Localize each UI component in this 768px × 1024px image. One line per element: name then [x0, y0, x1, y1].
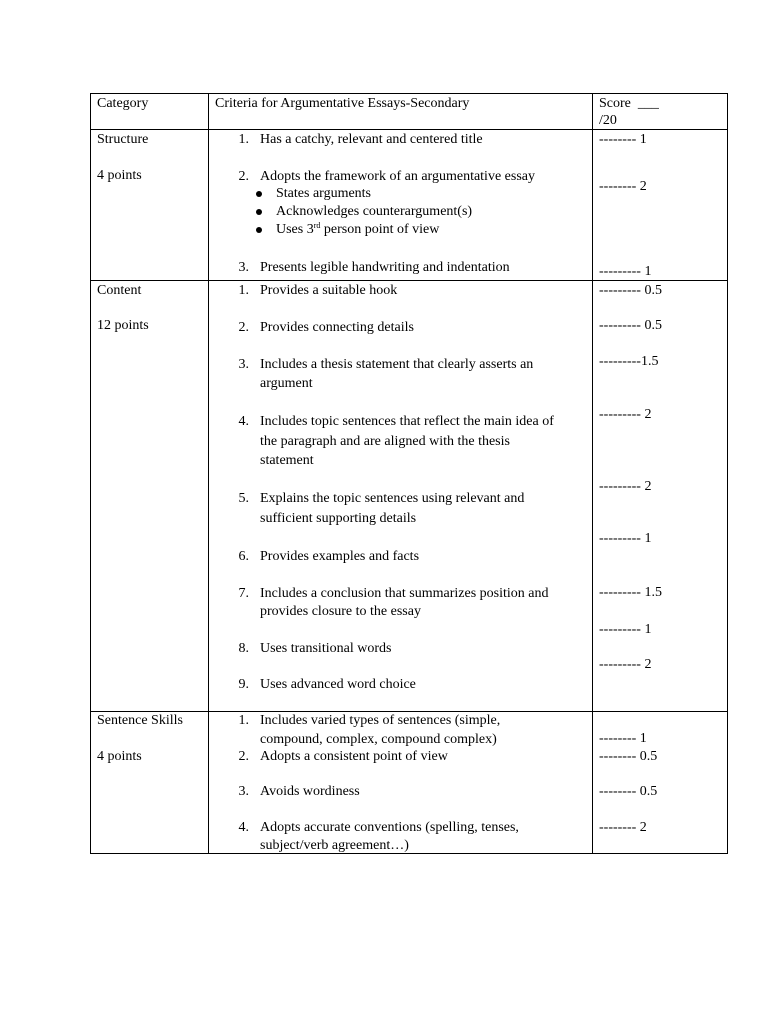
- criterion-score: -------- 1: [599, 731, 647, 746]
- category-label: Content: [97, 283, 142, 298]
- criterion-score: --------- 1: [599, 264, 652, 279]
- criterion-text: sufficient supporting details: [260, 511, 417, 526]
- criterion-text: Explains the topic sentences using relevant and: [260, 491, 525, 506]
- header-criteria: Criteria for Argumentative Essays-Secondary: [215, 96, 470, 111]
- criterion-score: -------- 0.5: [599, 784, 658, 799]
- item-number: 9.: [238, 677, 249, 692]
- criterion-text: the paragraph and are aligned with the thesis: [260, 434, 510, 449]
- criterion-text: Includes a conclusion that summarizes position and: [260, 586, 549, 601]
- item-number: 2.: [238, 749, 249, 764]
- criterion-score: --------- 2: [599, 657, 652, 672]
- criterion-text: argument: [260, 376, 313, 391]
- criterion-text: statement: [260, 453, 314, 468]
- criterion-score: --------- 0.5: [599, 318, 662, 333]
- criterion-text: Includes topic sentences that reflect the main idea of: [260, 414, 554, 429]
- criterion-score: --------- 1.5: [599, 585, 662, 600]
- item-number: 4.: [238, 820, 249, 835]
- criterion-score: --------- 0.5: [599, 283, 662, 298]
- criterion-score: --------- 2: [599, 407, 652, 422]
- criterion-score: -------- 1: [599, 132, 647, 147]
- criterion-score: -------- 2: [599, 179, 647, 194]
- item-number: 2.: [238, 320, 249, 335]
- rubric-table: [90, 93, 728, 854]
- header-category: Category: [97, 96, 149, 111]
- row-divider: [91, 129, 727, 130]
- criterion-text: Adopts accurate conventions (spelling, tenses,: [260, 820, 519, 835]
- criterion-score: ---------1.5: [599, 354, 659, 369]
- item-number: 3.: [238, 357, 249, 372]
- item-number: 5.: [238, 491, 249, 506]
- header-score: Score ___: [599, 96, 659, 111]
- bullet-icon: [256, 191, 262, 197]
- criterion-text: Adopts a consistent point of view: [260, 749, 448, 764]
- item-number: 7.: [238, 586, 249, 601]
- criterion-score: --------- 1: [599, 531, 652, 546]
- category-points: 4 points: [97, 749, 142, 764]
- sub-criterion-text: Uses 3rd person point of view: [276, 221, 440, 237]
- criterion-text: Provides connecting details: [260, 320, 414, 335]
- criterion-text: Includes a thesis statement that clearly asserts an: [260, 357, 534, 372]
- item-number: 2.: [238, 169, 249, 184]
- category-label: Sentence Skills: [97, 713, 183, 728]
- category-points: 12 points: [97, 318, 149, 333]
- criterion-score: -------- 2: [599, 820, 647, 835]
- criterion-text: Includes varied types of sentences (simple,: [260, 713, 501, 728]
- item-number: 6.: [238, 549, 249, 564]
- item-number: 4.: [238, 414, 249, 429]
- criterion-score: --------- 1: [599, 622, 652, 637]
- criterion-text: Avoids wordiness: [260, 784, 360, 799]
- criterion-text: subject/verb agreement…): [260, 838, 409, 853]
- bullet-icon: [256, 227, 262, 233]
- category-label: Structure: [97, 132, 149, 147]
- item-number: 1.: [238, 132, 249, 147]
- criterion-text: Provides a suitable hook: [260, 283, 398, 298]
- category-points: 4 points: [97, 168, 142, 183]
- sub-criterion-text: States arguments: [276, 186, 372, 201]
- item-number: 8.: [238, 641, 249, 656]
- criterion-text: Has a catchy, relevant and centered title: [260, 132, 483, 147]
- column-divider: [592, 94, 593, 853]
- criterion-score: -------- 0.5: [599, 749, 658, 764]
- item-number: 1.: [238, 713, 249, 728]
- criterion-text: Adopts the framework of an argumentative essay: [260, 169, 535, 184]
- bullet-icon: [256, 209, 262, 215]
- criterion-text: Uses advanced word choice: [260, 677, 416, 692]
- column-divider: [208, 94, 209, 853]
- sub-criterion-text: Acknowledges counterargument(s): [276, 204, 473, 219]
- criterion-text: Uses transitional words: [260, 641, 392, 656]
- item-number: 1.: [238, 283, 249, 298]
- item-number: 3.: [238, 260, 249, 275]
- criterion-text: Presents legible handwriting and indentation: [260, 260, 510, 275]
- criterion-text: compound, complex, compound complex): [260, 732, 497, 747]
- criterion-text: provides closure to the essay: [260, 604, 421, 619]
- item-number: 3.: [238, 784, 249, 799]
- criterion-text: Provides examples and facts: [260, 549, 420, 564]
- criterion-score: --------- 2: [599, 479, 652, 494]
- header-total: /20: [599, 113, 617, 128]
